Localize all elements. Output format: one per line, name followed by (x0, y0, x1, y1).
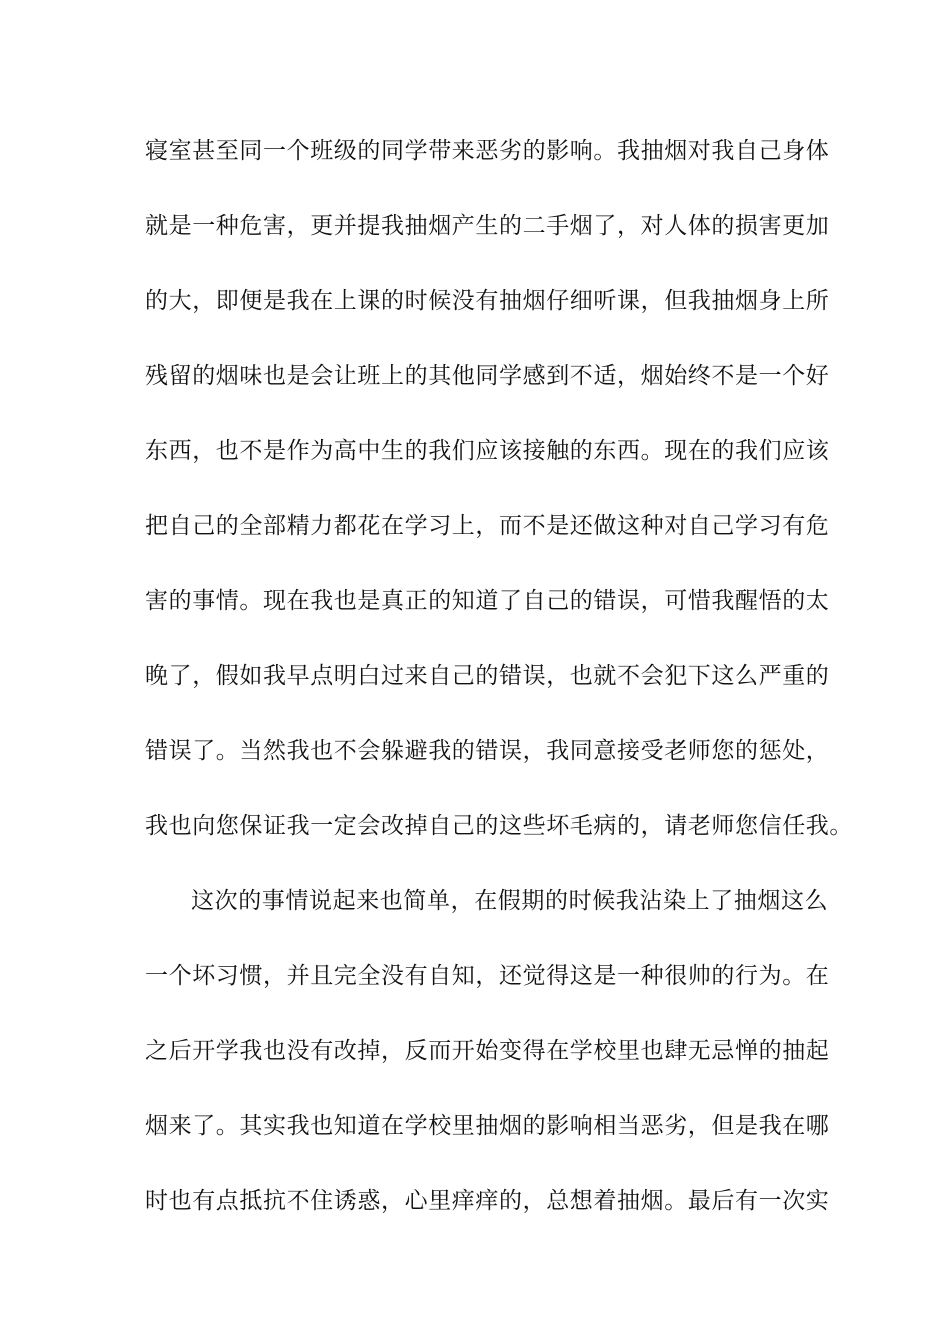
text-line: 时也有点抵抗不住诱惑，心里痒痒的，总想着抽烟。最后有一次实 (145, 1188, 830, 1214)
text-line: 寝室甚至同一个班级的同学带来恶劣的影响。我抽烟对我自己身体 (145, 138, 830, 164)
body-text (145, 127, 853, 1252)
paragraph-start-line: 这次的事情说起来也简单，在假期的时候我沾染上了抽烟这么 (191, 888, 829, 914)
text-line: 晚了，假如我早点明白过来自己的错误，也就不会犯下这么严重的 (145, 663, 830, 689)
text-line: 之后开学我也没有改掉，反而开始变得在学校里也肆无忌惮的抽起 (145, 1038, 830, 1064)
text-line: 残留的烟味也是会让班上的其他同学感到不适，烟始终不是一个好 (145, 363, 830, 389)
text-line: 的大，即便是我在上课的时候没有抽烟仔细听课，但我抽烟身上所 (145, 288, 830, 314)
text-line: 我也向您保证我一定会改掉自己的这些坏毛病的，请老师您信任我。 (145, 813, 853, 839)
text-line: 烟来了。其实我也知道在学校里抽烟的影响相当恶劣，但是我在哪 (145, 1113, 830, 1139)
text-line: 就是一种危害，更并提我抽烟产生的二手烟了，对人体的损害更加 (145, 213, 830, 239)
text-line: 一个坏习惯，并且完全没有自知，还觉得这是一种很帅的行为。在 (145, 963, 830, 989)
text-line: 把自己的全部精力都花在学习上，而不是还做这种对自己学习有危 (145, 513, 830, 539)
text-line: 害的事情。现在我也是真正的知道了自己的错误，可惜我醒悟的太 (145, 588, 830, 614)
text-line: 东西，也不是作为高中生的我们应该接触的东西。现在的我们应该 (145, 438, 830, 464)
text-line: 错误了。当然我也不会躲避我的错误，我同意接受老师您的惩处， (145, 738, 830, 764)
